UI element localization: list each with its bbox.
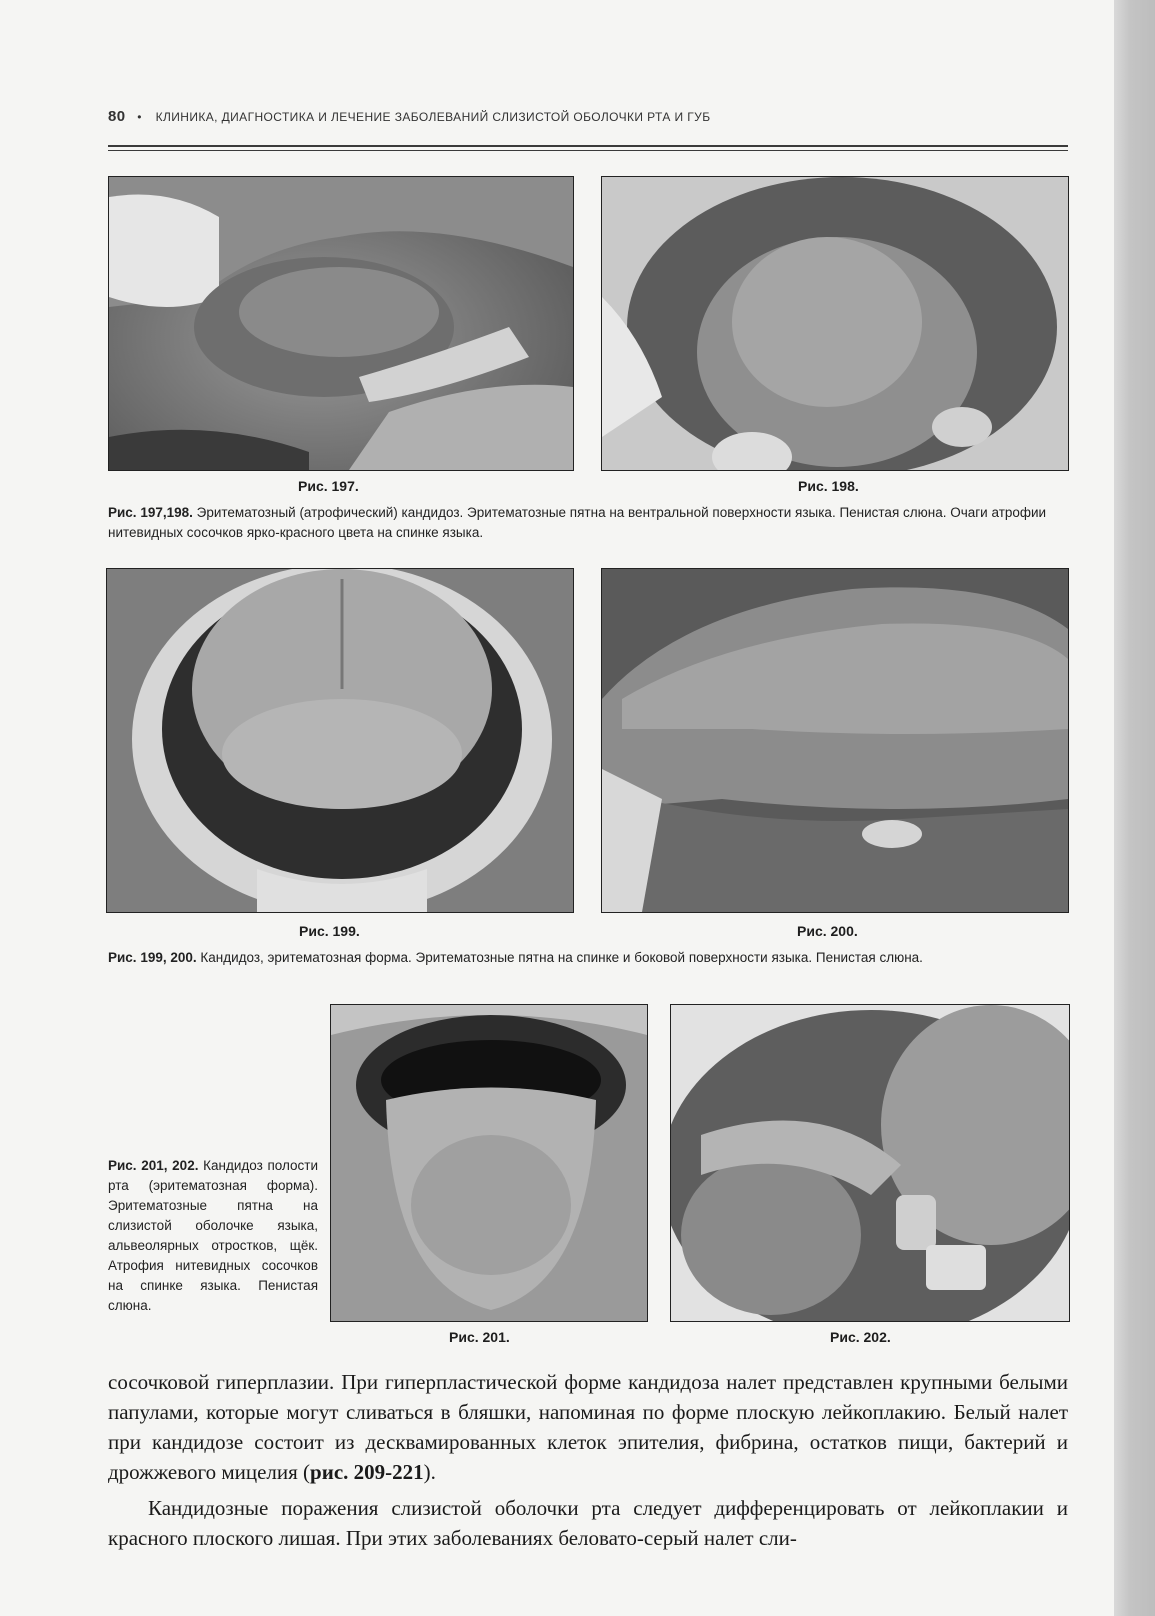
caption-text: Кандидоз, эритематозная форма. Эритематозные пятна на спинке и боковой поверхности языка. Пенистая слюна. (196, 950, 923, 965)
caption-lead: Рис. 197,198. (108, 505, 193, 520)
header-bullet: • (137, 110, 142, 124)
figure-reference: рис. 209-221 (310, 1460, 424, 1484)
page-edge (1114, 0, 1155, 1616)
caption-text: Кандидоз полости рта (эритематозная форма). Эритематозные пятна на слизистой оболочке языка, альвеолярных отростков, щёк. Атрофия нитевидных сосочков на спинке языка. Пенистая слюна. (108, 1158, 318, 1313)
caption-fig-199-200 (108, 948, 1068, 968)
photo-fig-199 (106, 568, 574, 913)
figure-label-201: Рис. 201. (449, 1329, 510, 1345)
page-number: 80 (108, 108, 126, 125)
paragraph-1 (108, 1367, 1068, 1487)
header-rule-bottom (108, 150, 1068, 151)
caption-fig-201-202 (108, 1156, 318, 1316)
photo-fig-202 (670, 1004, 1070, 1322)
caption-text: Эритематозный (атрофический) кандидоз. Эритематозные пятна на вентральной поверхности языка. Пенистая слюна. Очаги атрофии нитевидных сосочков ярко-красного цвета на спинке языка. (108, 505, 1047, 540)
running-header (108, 108, 1068, 125)
caption-fig-197-198 (108, 503, 1068, 543)
caption-lead: Рис. 199, 200. (108, 950, 197, 965)
running-title: КЛИНИКА, ДИАГНОСТИКА И ЛЕЧЕНИЕ ЗАБОЛЕВАНИЙ СЛИЗИСТОЙ ОБОЛОЧКИ РТА И ГУБ (155, 110, 711, 124)
figure-label-202: Рис. 202. (830, 1329, 891, 1345)
figure-label-199: Рис. 199. (299, 923, 360, 939)
caption-lead: Рис. 201, 202. (108, 1158, 199, 1173)
paragraph-1-end: ). (423, 1460, 436, 1484)
photo-fig-200 (601, 568, 1069, 913)
body-text (108, 1367, 1068, 1553)
figure-label-200: Рис. 200. (797, 923, 858, 939)
figure-label-198: Рис. 198. (798, 478, 859, 494)
photo-fig-201 (330, 1004, 648, 1322)
paragraph-1-text: сосочковой гиперплазии. При гиперпластической форме кандидоза налет представлен крупными белыми папулами, которые могут сливаться в бляшки, напоминая по форме плоскую лейкоплакию. Белый налет при кандидозе состоит из десквамированных клеток эпителия, фибрина, остатков пищи, бактерий и дрожжевого мицелия ( (108, 1370, 1068, 1484)
photo-fig-197 (108, 176, 574, 471)
photo-fig-198 (601, 176, 1069, 471)
paragraph-2: Кандидозные поражения слизистой оболочки рта следует дифференцировать от лейкоплакии и красного плоского лишая. При этих заболеваниях беловато-серый налет сли- (108, 1496, 1068, 1550)
figure-label-197: Рис. 197. (298, 478, 359, 494)
header-rule-top (108, 145, 1068, 147)
